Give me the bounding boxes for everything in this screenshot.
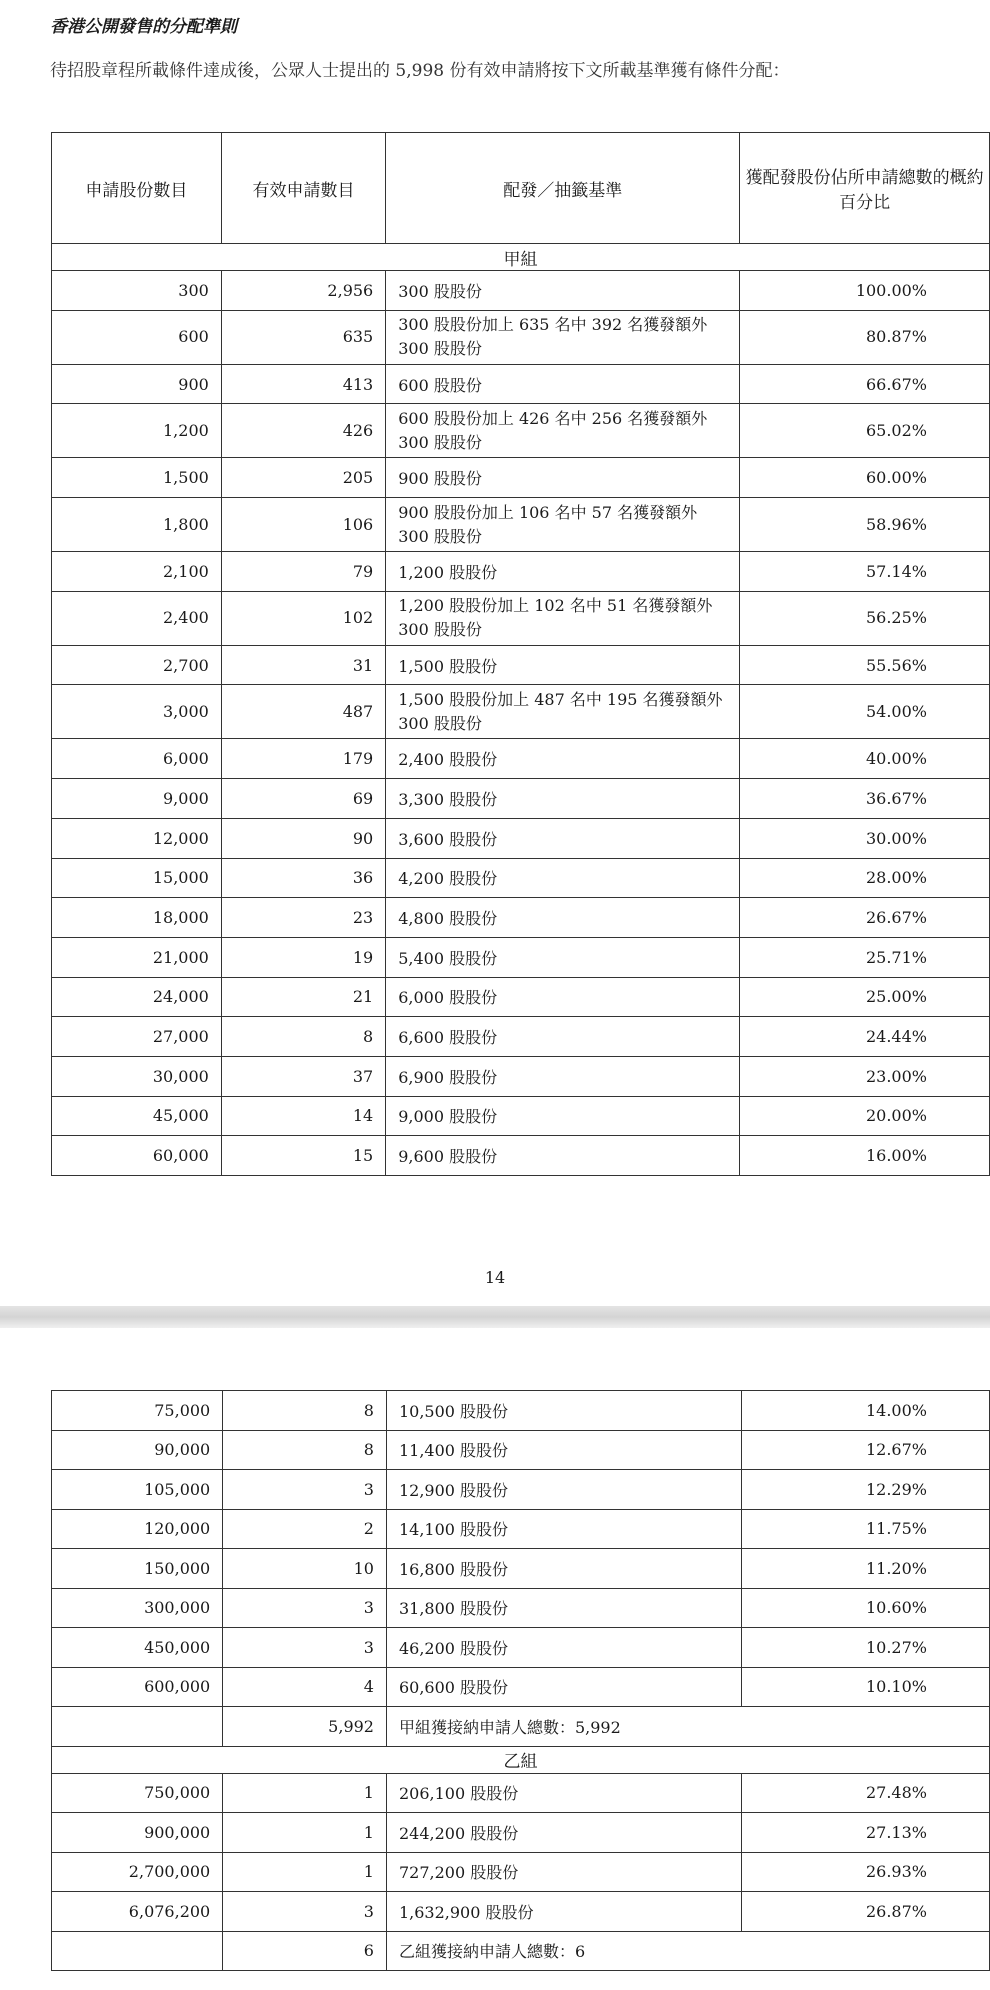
valid-applications-cell: 205 — [221, 458, 385, 498]
table-row — [52, 404, 990, 458]
shares-applied-cell: 45,000 — [52, 1096, 222, 1136]
valid-applications-cell: 3 — [223, 1588, 387, 1628]
table-row — [52, 645, 990, 685]
percentage-cell: 24.44% — [740, 1017, 990, 1057]
allocation-basis-cell: 12,900 股股份 — [386, 1470, 741, 1510]
allocation-basis-cell: 6,900 股股份 — [386, 1056, 740, 1096]
allocation-basis-cell: 10,500 股股份 — [386, 1391, 741, 1431]
percentage-cell: 28.00% — [740, 858, 990, 898]
allocation-basis-cell: 300 股股份加上 635 名中 392 名獲發額外 300 股股份 — [386, 310, 740, 364]
shares-applied-cell: 300 — [52, 271, 222, 311]
valid-applications-cell: 1 — [223, 1852, 387, 1892]
shares-applied-cell: 2,700 — [52, 645, 222, 685]
valid-applications-cell: 106 — [221, 498, 385, 552]
group-a-label: 甲組 — [52, 244, 990, 271]
table-row — [52, 1588, 990, 1628]
group-b-label-row — [52, 1746, 990, 1773]
percentage-cell: 11.75% — [741, 1509, 989, 1549]
percentage-cell: 65.02% — [740, 404, 990, 458]
table-row — [52, 739, 990, 779]
shares-applied-cell: 3,000 — [52, 685, 222, 739]
valid-applications-cell: 19 — [221, 937, 385, 977]
valid-applications-cell: 8 — [223, 1391, 387, 1431]
table-row — [52, 591, 990, 645]
intro-paragraph: 待招股章程所載條件達成後，公眾人士提出的 5,998 份有效申請將按下文所載基準獲有條件分配： — [50, 61, 790, 81]
table-row — [52, 1136, 990, 1176]
shares-applied-cell: 24,000 — [52, 977, 222, 1017]
table-row — [52, 1509, 990, 1549]
allocation-basis-cell: 46,200 股股份 — [386, 1628, 741, 1668]
shares-applied-cell: 750,000 — [52, 1773, 223, 1813]
valid-applications-cell: 21 — [221, 977, 385, 1017]
table-row — [52, 1056, 990, 1096]
percentage-cell: 26.67% — [740, 898, 990, 938]
percentage-cell: 20.00% — [740, 1096, 990, 1136]
allocation-basis-cell: 1,200 股股份 — [386, 552, 740, 592]
table-row — [52, 685, 990, 739]
total-successful-applicants-text: 乙組獲接納申請人總數：6 — [386, 1931, 989, 1971]
table-row — [52, 1773, 990, 1813]
allocation-basis-cell: 11,400 股股份 — [386, 1430, 741, 1470]
percentage-cell: 12.29% — [741, 1470, 989, 1510]
percentage-cell: 12.67% — [741, 1430, 989, 1470]
allocation-basis-cell: 5,400 股股份 — [386, 937, 740, 977]
valid-applications-cell: 487 — [221, 685, 385, 739]
allocation-basis-cell: 6,000 股股份 — [386, 977, 740, 1017]
total-shares-cell — [52, 1707, 223, 1747]
allocation-basis-cell: 1,200 股股份加上 102 名中 51 名獲發額外 300 股股份 — [386, 591, 740, 645]
valid-applications-cell: 8 — [221, 1017, 385, 1057]
table-row — [52, 1549, 990, 1589]
valid-applications-cell: 23 — [221, 898, 385, 938]
page-break-divider — [0, 1306, 990, 1328]
percentage-cell: 60.00% — [740, 458, 990, 498]
percentage-cell: 26.87% — [741, 1892, 989, 1932]
group-b-label: 乙組 — [52, 1746, 990, 1773]
allocation-table-page-14 — [51, 132, 990, 1176]
shares-applied-cell: 300,000 — [52, 1588, 223, 1628]
percentage-cell: 10.10% — [741, 1667, 989, 1707]
percentage-cell: 36.67% — [740, 779, 990, 819]
allocation-basis-cell: 16,800 股股份 — [386, 1549, 741, 1589]
table-row — [52, 779, 990, 819]
valid-applications-cell: 635 — [221, 310, 385, 364]
allocation-basis-cell: 900 股股份 — [386, 458, 740, 498]
valid-applications-cell: 2,956 — [221, 271, 385, 311]
shares-applied-cell: 120,000 — [52, 1509, 223, 1549]
percentage-cell: 26.93% — [741, 1852, 989, 1892]
valid-applications-cell: 31 — [221, 645, 385, 685]
header-shares-applied: 申請股份數目 — [52, 133, 222, 244]
percentage-cell: 27.48% — [741, 1773, 989, 1813]
table-row — [52, 1667, 990, 1707]
page-number: 14 — [484, 1268, 506, 1287]
valid-applications-cell: 90 — [221, 818, 385, 858]
shares-applied-cell: 900 — [52, 364, 222, 404]
valid-applications-cell: 10 — [223, 1549, 387, 1589]
table-row — [52, 937, 990, 977]
allocation-basis-cell: 900 股股份加上 106 名中 57 名獲發額外 300 股股份 — [386, 498, 740, 552]
table-row — [52, 1391, 990, 1431]
allocation-basis-cell: 206,100 股股份 — [386, 1773, 741, 1813]
header-approx-percentage: 獲配發股份佔所申請總數的概約百分比 — [740, 133, 990, 244]
table-row — [52, 1813, 990, 1853]
percentage-cell: 100.00% — [740, 271, 990, 311]
allocation-basis-cell: 2,400 股股份 — [386, 739, 740, 779]
allocation-table-page-15 — [51, 1390, 990, 1971]
valid-applications-cell: 15 — [221, 1136, 385, 1176]
shares-applied-cell: 6,000 — [52, 739, 222, 779]
percentage-cell: 40.00% — [740, 739, 990, 779]
allocation-basis-cell: 4,800 股股份 — [386, 898, 740, 938]
table-header-row — [52, 133, 990, 244]
percentage-cell: 10.27% — [741, 1628, 989, 1668]
allocation-basis-cell: 4,200 股股份 — [386, 858, 740, 898]
shares-applied-cell: 9,000 — [52, 779, 222, 819]
shares-applied-cell: 2,400 — [52, 591, 222, 645]
allocation-basis-cell: 1,500 股股份加上 487 名中 195 名獲發額外 300 股股份 — [386, 685, 740, 739]
valid-applications-cell: 1 — [223, 1813, 387, 1853]
shares-applied-cell: 1,200 — [52, 404, 222, 458]
percentage-cell: 57.14% — [740, 552, 990, 592]
valid-applications-cell: 8 — [223, 1430, 387, 1470]
allocation-basis-cell: 1,632,900 股股份 — [386, 1892, 741, 1932]
percentage-cell: 54.00% — [740, 685, 990, 739]
shares-applied-cell: 75,000 — [52, 1391, 223, 1431]
shares-applied-cell: 90,000 — [52, 1430, 223, 1470]
allocation-basis-cell: 60,600 股股份 — [386, 1667, 741, 1707]
allocation-basis-cell: 244,200 股股份 — [386, 1813, 741, 1853]
percentage-cell: 58.96% — [740, 498, 990, 552]
table-row — [52, 552, 990, 592]
header-valid-applications: 有效申請數目 — [221, 133, 385, 244]
table-row — [52, 1096, 990, 1136]
percentage-cell: 10.60% — [741, 1588, 989, 1628]
allocation-basis-cell: 1,500 股股份 — [386, 645, 740, 685]
total-applications-cell: 5,992 — [223, 1707, 387, 1747]
percentage-cell: 56.25% — [740, 591, 990, 645]
allocation-basis-cell: 3,300 股股份 — [386, 779, 740, 819]
table-row — [52, 498, 990, 552]
valid-applications-cell: 69 — [221, 779, 385, 819]
shares-applied-cell: 1,500 — [52, 458, 222, 498]
table-row — [52, 271, 990, 311]
header-allocation-basis: 配發／抽籤基準 — [386, 133, 740, 244]
allocation-basis-cell: 300 股股份 — [386, 271, 740, 311]
group-total-row — [52, 1707, 990, 1747]
total-successful-applicants-text: 甲組獲接納申請人總數：5,992 — [386, 1707, 989, 1747]
valid-applications-cell: 14 — [221, 1096, 385, 1136]
valid-applications-cell: 179 — [221, 739, 385, 779]
shares-applied-cell: 2,100 — [52, 552, 222, 592]
shares-applied-cell: 30,000 — [52, 1056, 222, 1096]
group-total-row — [52, 1931, 990, 1971]
shares-applied-cell: 15,000 — [52, 858, 222, 898]
table-row — [52, 310, 990, 364]
allocation-basis-cell: 9,600 股股份 — [386, 1136, 740, 1176]
allocation-basis-cell: 727,200 股股份 — [386, 1852, 741, 1892]
shares-applied-cell: 21,000 — [52, 937, 222, 977]
table-row — [52, 364, 990, 404]
percentage-cell: 14.00% — [741, 1391, 989, 1431]
valid-applications-cell: 4 — [223, 1667, 387, 1707]
allocation-basis-cell: 600 股股份加上 426 名中 256 名獲發額外 300 股股份 — [386, 404, 740, 458]
allocation-basis-cell: 3,600 股股份 — [386, 818, 740, 858]
shares-applied-cell: 900,000 — [52, 1813, 223, 1853]
percentage-cell: 80.87% — [740, 310, 990, 364]
percentage-cell: 55.56% — [740, 645, 990, 685]
table-row — [52, 858, 990, 898]
shares-applied-cell: 600,000 — [52, 1667, 223, 1707]
allocation-basis-cell: 9,000 股股份 — [386, 1096, 740, 1136]
shares-applied-cell: 1,800 — [52, 498, 222, 552]
valid-applications-cell: 413 — [221, 364, 385, 404]
shares-applied-cell: 60,000 — [52, 1136, 222, 1176]
valid-applications-cell: 1 — [223, 1773, 387, 1813]
valid-applications-cell: 79 — [221, 552, 385, 592]
allocation-basis-cell: 6,600 股股份 — [386, 1017, 740, 1057]
table-row — [52, 898, 990, 938]
table-row — [52, 1017, 990, 1057]
valid-applications-cell: 3 — [223, 1628, 387, 1668]
valid-applications-cell: 37 — [221, 1056, 385, 1096]
group-a-label-row — [52, 244, 990, 271]
allocation-basis-cell: 600 股股份 — [386, 364, 740, 404]
shares-applied-cell: 27,000 — [52, 1017, 222, 1057]
shares-applied-cell: 600 — [52, 310, 222, 364]
valid-applications-cell: 2 — [223, 1509, 387, 1549]
percentage-cell: 11.20% — [741, 1549, 989, 1589]
table-row — [52, 1628, 990, 1668]
percentage-cell: 23.00% — [740, 1056, 990, 1096]
valid-applications-cell: 36 — [221, 858, 385, 898]
percentage-cell: 66.67% — [740, 364, 990, 404]
shares-applied-cell: 6,076,200 — [52, 1892, 223, 1932]
shares-applied-cell: 105,000 — [52, 1470, 223, 1510]
valid-applications-cell: 3 — [223, 1892, 387, 1932]
total-shares-cell — [52, 1931, 223, 1971]
table-row — [52, 1470, 990, 1510]
percentage-cell: 30.00% — [740, 818, 990, 858]
table-row — [52, 818, 990, 858]
valid-applications-cell: 102 — [221, 591, 385, 645]
table-row — [52, 1892, 990, 1932]
shares-applied-cell: 150,000 — [52, 1549, 223, 1589]
section-heading: 香港公開發售的分配準則 — [50, 17, 237, 37]
shares-applied-cell: 2,700,000 — [52, 1852, 223, 1892]
shares-applied-cell: 450,000 — [52, 1628, 223, 1668]
percentage-cell: 25.00% — [740, 977, 990, 1017]
table-row — [52, 977, 990, 1017]
percentage-cell: 25.71% — [740, 937, 990, 977]
table-row — [52, 458, 990, 498]
valid-applications-cell: 3 — [223, 1470, 387, 1510]
shares-applied-cell: 18,000 — [52, 898, 222, 938]
total-applications-cell: 6 — [223, 1931, 387, 1971]
percentage-cell: 16.00% — [740, 1136, 990, 1176]
allocation-basis-cell: 14,100 股股份 — [386, 1509, 741, 1549]
percentage-cell: 27.13% — [741, 1813, 989, 1853]
table-row — [52, 1430, 990, 1470]
allocation-basis-cell: 31,800 股股份 — [386, 1588, 741, 1628]
shares-applied-cell: 12,000 — [52, 818, 222, 858]
valid-applications-cell: 426 — [221, 404, 385, 458]
table-row — [52, 1852, 990, 1892]
